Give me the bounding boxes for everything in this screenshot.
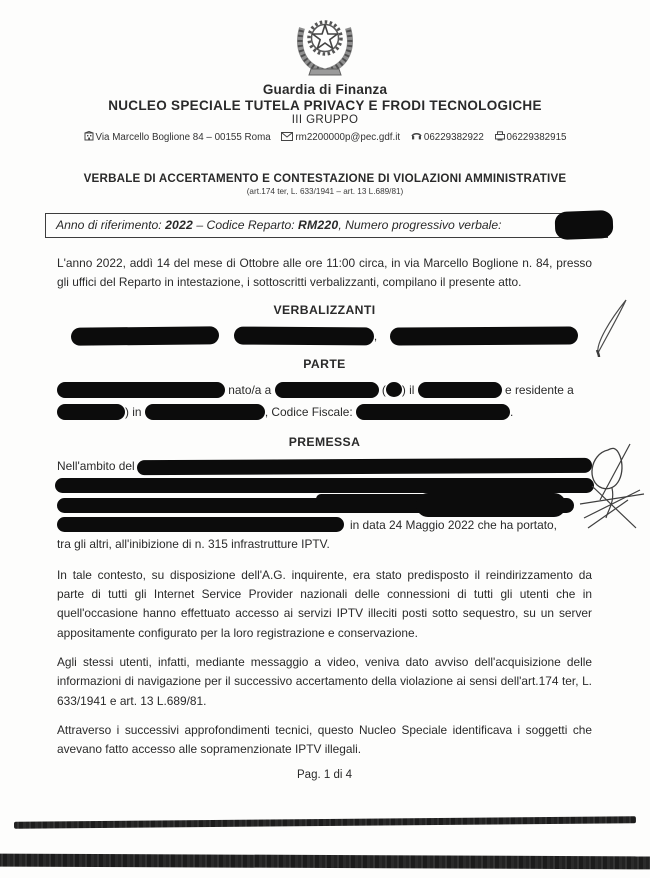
phone-segment <box>411 132 484 143</box>
redaction-verbale-number <box>555 210 614 240</box>
paragraph-contesto: In tale contesto, su disposizione dell'A.G. inquirente, era stato predisposto il reindirizzamento da parte di tutti gli Internet Service Provider nazionali delle connessioni di tutti gli utenti che in quell'occasione hanno effettuato accesso ai servizi IPTV illeciti posti sotto sequestro, su un server appositamente configurato per la loro registrazione e conservazione. <box>57 567 592 640</box>
redaction-bump-2 <box>416 493 566 517</box>
parte-text-residente: e residente a <box>501 382 574 397</box>
address-text: Via Marcello Boglione 84 – 00155 Roma <box>95 132 271 143</box>
fax-segment <box>495 132 567 143</box>
redaction-parte-city <box>57 404 125 420</box>
reference-box <box>45 213 608 238</box>
contact-line <box>0 131 650 143</box>
address-segment <box>84 132 271 143</box>
redaction-parte-fiscal-code <box>356 404 510 420</box>
document-title: VERBALE DI ACCERTAMENTO E CONTESTAZIONE DI VIOLAZIONI AMMINISTRATIVE <box>83 172 567 185</box>
fax-text: 06229382915 <box>506 132 567 143</box>
email-text: rm2200000p@pec.gdf.it <box>295 132 401 143</box>
scan-artifact-bar-bottom <box>0 854 650 870</box>
heading-parte: PARTE <box>303 356 346 371</box>
ref-label-year: Anno di riferimento: <box>56 218 166 232</box>
parte-text-il: ) il <box>401 382 418 397</box>
premessa-row-3 <box>57 496 592 516</box>
ref-code-value: RM220 <box>298 218 339 232</box>
intro-paragraph: L'anno 2022, addì 14 del mese di Ottobre alle ore 11:00 circa, in via Marcello Boglione n. 84, presso gli uffici del Reparto in intestazione, i sottoscritti verbalizzanti, compilano il presente atto. <box>57 256 592 290</box>
org-name: Guardia di Finanza <box>262 82 388 97</box>
parte-text-dot: . <box>510 404 514 419</box>
italy-republic-emblem-icon <box>292 8 358 78</box>
redaction-verbalizzante-3 <box>390 326 578 345</box>
heading-verbalizzanti: VERBALIZZANTI <box>273 302 376 317</box>
redaction-verbalizzante-2 <box>234 326 374 345</box>
redaction-parte-birthdate <box>418 382 502 398</box>
building-icon <box>84 131 94 141</box>
redaction-premessa-4 <box>57 517 344 532</box>
pen-mark-icon <box>588 295 633 360</box>
verbalizzanti-comma: , <box>373 328 378 343</box>
premessa-lead: Nell'ambito del <box>57 459 135 474</box>
header-emblem-area <box>0 0 650 80</box>
pen-scribble-icon <box>578 442 650 537</box>
phone-icon <box>411 132 422 141</box>
document-body <box>57 254 592 781</box>
premessa-last-line: tra gli altri, all'inibizione di n. 315 infrastrutture IPTV. <box>57 536 330 551</box>
premessa-tail: in data 24 Maggio 2022 che ha portato, <box>350 517 557 532</box>
parte-text-paren: ( <box>378 382 386 397</box>
fax-icon <box>495 131 505 141</box>
heading-premessa: PREMESSA <box>288 434 361 449</box>
redaction-parte-street <box>145 404 265 420</box>
paragraph-identificazione: Attraverso i successivi approfondimenti tecnici, questo Nucleo Speciale identificava i soggetti che avevano fatto accesso alle sopramenzionate IPTV illegali. <box>57 722 592 757</box>
parte-text-nato: nato/a a <box>225 382 275 397</box>
group-name: III GRUPPO <box>291 114 359 126</box>
email-segment <box>281 132 400 143</box>
ref-label-code: – Codice Reparto: <box>193 218 299 232</box>
redaction-premessa-3 <box>57 498 574 513</box>
parte-text-in: ) in <box>125 404 145 419</box>
parte-line-2 <box>57 401 592 423</box>
parte-text-cf: , Codice Fiscale: <box>264 404 357 419</box>
page-number: Pag. 1 di 4 <box>297 768 352 781</box>
premessa-redacted-block <box>57 457 592 554</box>
premessa-row-1 <box>57 457 592 477</box>
ref-year-value: 2022 <box>165 218 193 232</box>
unit-name: NUCLEO SPECIALE TUTELA PRIVACY E FRODI TECNOLOGICHE <box>108 98 542 113</box>
redaction-parte-province <box>386 382 402 397</box>
redaction-premessa-1 <box>137 458 592 475</box>
phone-text: 06229382922 <box>423 132 484 143</box>
ref-label-number: , Numero progressivo verbale: <box>338 218 502 232</box>
redaction-parte-name <box>57 382 225 398</box>
premessa-row-4 <box>57 515 592 535</box>
document-subtitle: (art.174 ter, L. 633/1941 – art. 13 L.689/81) <box>246 187 404 196</box>
redaction-parte-birthplace <box>275 382 379 398</box>
parte-line-1 <box>57 379 592 401</box>
redaction-premessa-2 <box>55 478 594 493</box>
scan-artifact-bar-top <box>14 816 636 828</box>
redaction-verbalizzante-1 <box>71 326 219 346</box>
verbalizzanti-redacted-line <box>57 327 592 345</box>
paragraph-avviso: Agli stessi utenti, infatti, mediante messaggio a video, veniva dato avviso dell'acquisizione delle informazioni di navigazione per il successivo accertamento della violazione ai sensi dell'art.174 ter, L. 633/1941 e art. 13 L.689/81. <box>57 655 592 708</box>
envelope-icon <box>281 132 293 141</box>
